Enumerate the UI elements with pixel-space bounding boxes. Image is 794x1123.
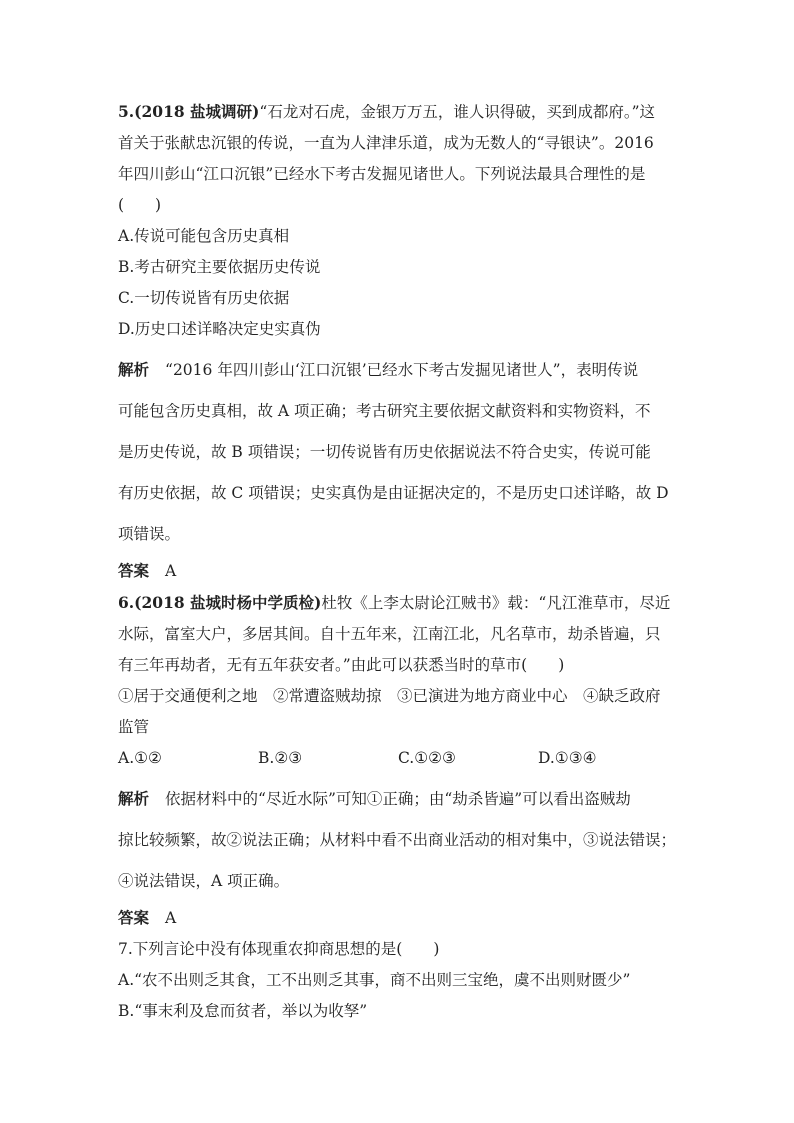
question-5-analysis-line-2: 可能包含历史真相，故 A 项正确；考古研究主要依据文献资料和实物资料，不 <box>118 402 651 420</box>
question-5-option-c: C.一切传说皆有历史依据 <box>118 289 290 307</box>
question-5-option-a: A.传说可能包含历史真相 <box>118 227 290 245</box>
question-6-option-c: C.①②③ <box>398 749 456 767</box>
question-5-analysis-line-3: 是历史传说，故 B 项错误；一切传说皆有历史依据说法不符合史实，传说可能 <box>118 443 651 461</box>
question-5-analysis-line-4: 有历史依据，故 C 项错误；史实真伪是由证据决定的，不是历史口述详略，故 D <box>118 484 669 502</box>
question-5-answer-label: 答案 <box>118 561 150 580</box>
question-5 <box>118 96 678 587</box>
question-5-option-b: B.考古研究主要依据历史传说 <box>118 258 321 276</box>
question-5-stem-text: “石龙对石虎，金银万万五，谁人识得破，买到成都府。”这 <box>259 103 655 121</box>
question-5-stem-line-1 <box>118 96 678 128</box>
question-7-option-b: B.“事末利及怠而贫者，举以为收孥” <box>118 1002 368 1020</box>
document-page <box>118 96 678 1027</box>
question-6-answer-value: A <box>165 909 177 927</box>
question-6-option-b: B.②③ <box>258 749 303 767</box>
question-7 <box>118 934 678 1027</box>
question-5-answer-value: A <box>165 562 177 580</box>
question-5-analysis-label: 解析 <box>118 360 150 379</box>
question-5-stem-line-3: 年四川彭山“江口沉银”已经水下考古发掘见诸世人。下列说法最具合理性的是 <box>118 165 646 183</box>
question-6-answer-label: 答案 <box>118 908 150 927</box>
question-6-analysis-line-2: 掠比较频繁，故②说法正确；从材料中看不出商业活动的相对集中，③说法错误； <box>118 831 677 849</box>
question-6-analysis-line-1 <box>118 778 678 820</box>
question-6-stem-line-2: 水际，富室大户，多居其间。自十五年来，江南江北，凡名草市，劫杀皆遍，只 <box>118 625 661 643</box>
question-6-option-a: A.①② <box>118 749 162 767</box>
question-5-answer <box>118 555 678 587</box>
question-6-stem-line-3: 有三年再劫者，无有五年获安者。”由此可以获悉当时的草市( ) <box>118 656 565 674</box>
question-6-analysis-label: 解析 <box>118 789 150 808</box>
question-6-source: 6.(2018 盐城时杨中学质检) <box>118 593 322 612</box>
question-5-stem-line-4: ( ) <box>118 196 162 214</box>
question-6-analysis-line-3: ④说法错误，A 项正确。 <box>118 872 290 890</box>
question-6-option-d: D.①③④ <box>538 749 597 767</box>
question-7-stem: 7.下列言论中没有体现重农抑商思想的是( ) <box>118 940 440 958</box>
question-5-source: 5.(2018 盐城调研) <box>118 102 260 121</box>
question-6-analysis-text: 依据材料中的“尽近水际”可知①正确；由“劫杀皆遍”可以看出盗贼劫 <box>165 790 631 808</box>
question-6 <box>118 587 678 934</box>
question-6-stem-text: 杜牧《上李太尉论江贼书》载：“凡江淮草市，尽近 <box>321 594 671 612</box>
question-5-analysis-line-5: 项错误。 <box>118 525 181 543</box>
question-5-stem-line-2: 首关于张献忠沉银的传说，一直为人津津乐道，成为无数人的“寻银诀”。2016 <box>118 134 654 152</box>
question-6-stem-line-1 <box>118 587 678 619</box>
question-5-analysis-line-1 <box>118 349 678 391</box>
question-5-analysis-text: “2016 年四川彭山‘江口沉银’已经水下考古发掘见诸世人”，表明传说 <box>165 361 639 379</box>
question-5-option-d: D.历史口述详略决定史实真伪 <box>118 320 321 338</box>
question-6-statements-line-2: 监管 <box>118 718 150 736</box>
question-7-option-a: A.“农不出则乏其食，工不出则乏其事，商不出则三宝绝，虞不出则财匮少” <box>118 971 631 989</box>
question-6-options <box>118 743 678 774</box>
question-6-answer <box>118 902 678 934</box>
question-6-statements-line-1: ①居于交通便利之地 ②常遭盗贼劫掠 ③已演进为地方商业中心 ④缺乏政府 <box>118 687 661 705</box>
